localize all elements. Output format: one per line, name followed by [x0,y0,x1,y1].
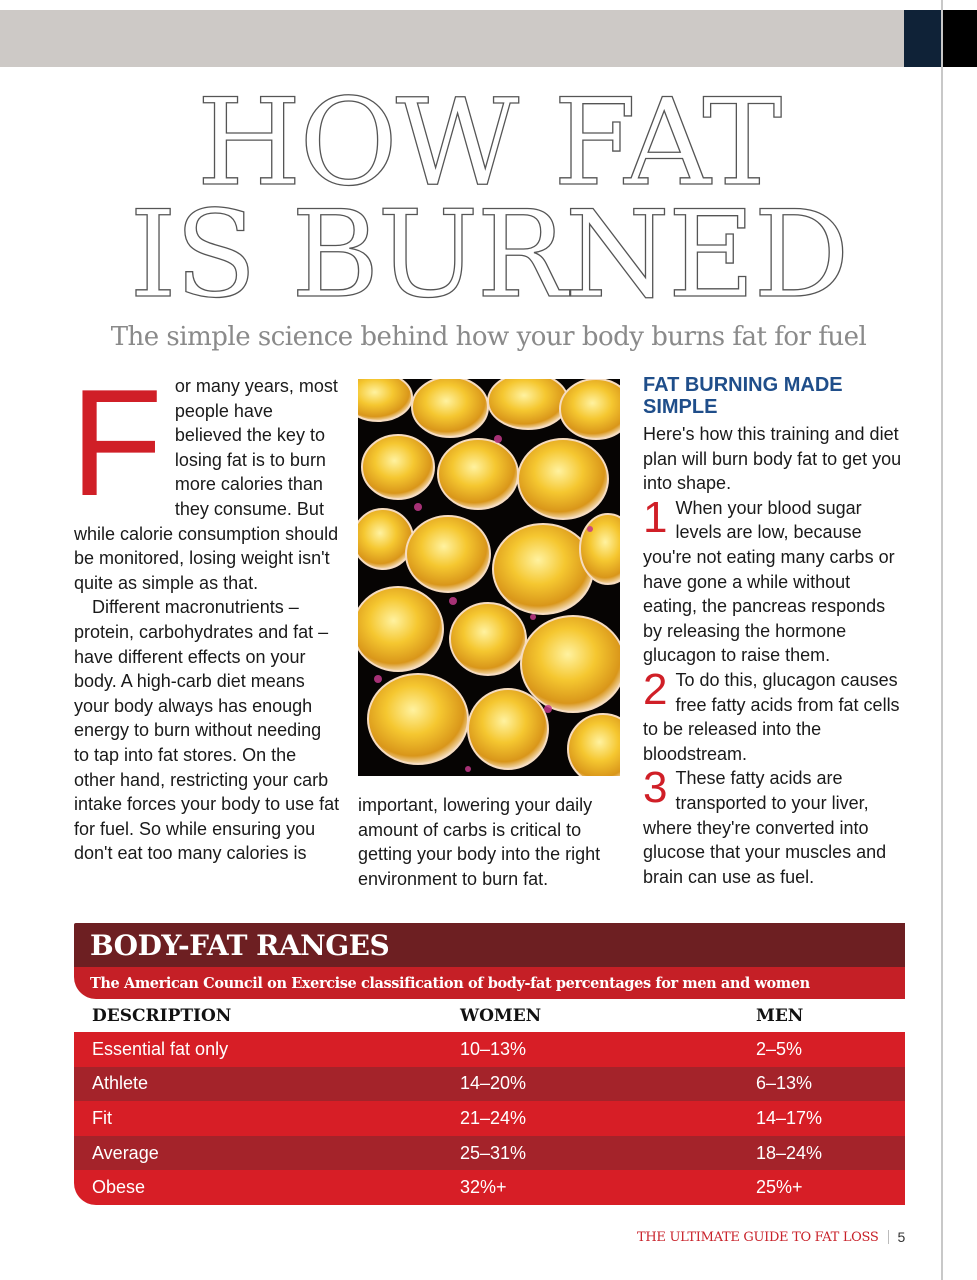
sidebar-column [643,374,905,889]
fat-cells-image [358,379,620,776]
article-paragraph-2: Different macronutrients – protein, carbohydrates and fat – have different effects on your body. A high-carb diet means your body always has enough energy to burn without needing to tap into fat stores. On the other hand, restricting your carb intake forces your body to use fat for fuel. So while ensuring you don't eat too many calories is [74,597,340,864]
cell-men: 25%+ [756,1177,803,1198]
sidebar-step-1 [643,492,905,668]
table-subtitle: The American Council on Exercise classification of body-fat percentages for men and women [74,967,905,999]
cell-description: Average [92,1142,159,1163]
body-fat-table [74,923,905,1205]
page-title-line-2: IS BURNED [129,186,848,325]
header-men: MEN [756,1005,804,1026]
step-text-2: To do this, glucagon causes free fatty acids from fat cells to be released into the bloodstream. [643,669,900,764]
cell-men: 6–13% [756,1073,813,1094]
cell-description: Fit [92,1107,112,1128]
sidebar-step-2 [643,664,905,766]
table-row [74,1032,905,1067]
step-number-1: 1 [643,492,668,542]
article-paragraph-1: or many years, most people have believed the key to losing fat is to burn more calories than they consume. But while calorie consumption should be monitored, losing weight isn't quite as simple as that. [74,376,339,593]
cell-men: 2–5% [756,1038,803,1059]
table-row [74,1067,905,1102]
step-text-1: When your blood sugar levels are low, because you're not eating many carbs or have gone a while without eating, the pancreas responds by releasing the hormone glucagon to raise them. [643,497,895,666]
sidebar-step-3 [643,763,905,889]
cell-women: 14–20% [460,1073,527,1094]
table-row [74,1101,905,1136]
table-row [74,1136,905,1171]
sidebar-heading: FAT BURNING MADE SIMPLE [643,374,843,418]
article-column-1 [70,358,340,866]
section-tab [904,10,941,67]
step-text-3: These fatty acids are transported to your liver, where they're converted into glucose that your muscles and brain can use as fuel. [643,768,887,887]
table-title: BODY-FAT RANGES [74,923,905,967]
cell-description: Athlete [92,1073,149,1094]
table-header-row [74,999,905,1032]
cell-women: 25–31% [460,1142,527,1163]
sidebar-intro: Here's how this training and diet plan will burn body fat to get you into shape. [643,424,902,494]
cell-women: 10–13% [460,1038,527,1059]
cell-men: 14–17% [756,1107,823,1128]
article-column-2 [358,793,624,891]
drop-cap: F [70,358,163,528]
cell-women: 21–24% [460,1107,527,1128]
header-women: WOMEN [460,1005,542,1026]
cell-description: Essential fat only [92,1038,229,1059]
header-description: DESCRIPTION [92,1005,232,1026]
page-title-line-1: HOW FAT [196,74,781,213]
page-number: 5 [897,1229,905,1245]
cell-description: Obese [92,1177,146,1198]
article-paragraph-2-continued: important, lowering your daily amount of carbs is critical to getting your body into the right environment to burn fat. [358,795,601,889]
step-number-3: 3 [643,763,668,813]
table-row [74,1170,905,1205]
header-band [0,10,904,67]
page-edge-cap [943,10,977,67]
cell-women: 32%+ [460,1177,507,1198]
page-footer [637,1229,905,1245]
cell-men: 18–24% [756,1142,823,1163]
footer-divider [888,1230,889,1244]
step-number-2: 2 [643,664,668,714]
page-subtitle: The simple science behind how your body burns fat for fuel [110,322,867,352]
footer-publication-title: THE ULTIMATE GUIDE TO FAT LOSS [637,1229,879,1245]
